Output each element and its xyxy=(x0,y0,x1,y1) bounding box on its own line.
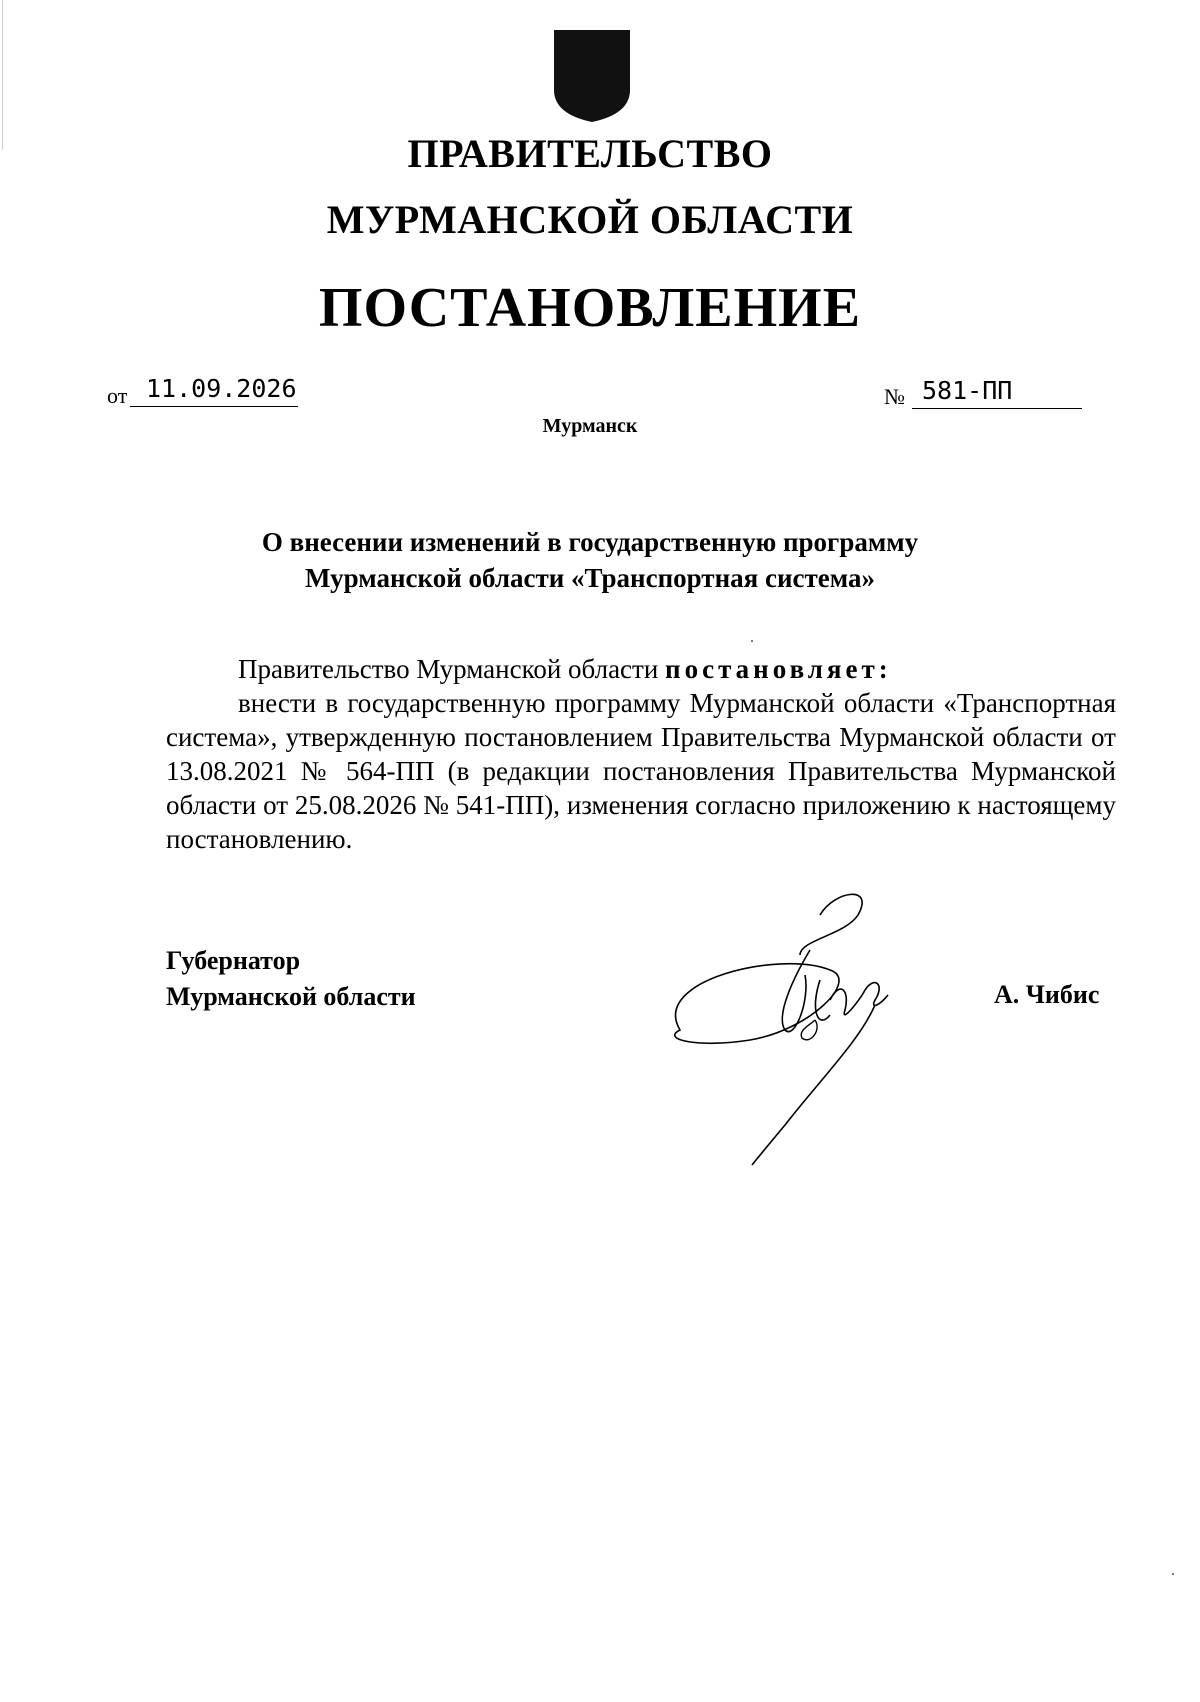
coat-of-arms-icon xyxy=(552,28,632,124)
handwritten-signature xyxy=(660,880,920,1170)
date-prefix: от xyxy=(107,383,128,408)
document-subject xyxy=(0,524,1180,596)
body-intro-paragraph xyxy=(166,652,1116,686)
signatory-position-line2: Мурманской области xyxy=(166,982,416,1011)
subject-line2: Мурманской области «Транспортная система» xyxy=(305,563,875,593)
scan-edge-line xyxy=(2,0,3,150)
scan-speck xyxy=(1172,1573,1174,1575)
body-intro-text: Правительство Мурманской области xyxy=(238,654,659,684)
signatory-position-line1: Губернатор xyxy=(166,946,301,975)
number-prefix: № xyxy=(884,384,905,409)
signatory-name: А. Чибис xyxy=(994,980,1100,1009)
signatory-position xyxy=(166,943,416,1015)
body-main-paragraph: внести в государственную программу Мурманской области «Транспортная система», утвержденную постановлением Правительства Мурманской области от 13.08.2021 № 564-ПП (в редакции постановления Правительства Мурманской области от 25.08.2026 № 541-ПП), изменения согласно приложению к настоящему постановлению. xyxy=(166,688,1116,854)
organization-name-line2: МУРМАНСКОЙ ОБЛАСТИ xyxy=(326,197,854,242)
city-name: Мурманск xyxy=(542,415,638,437)
subject-line1: О внесении изменений в государственную программу xyxy=(261,527,919,557)
scan-speck xyxy=(751,640,753,642)
document-number: 581-ПП xyxy=(922,376,1013,405)
document-date: 11.09.2026 xyxy=(146,374,297,403)
body-intro-keyword: постановляет: xyxy=(665,654,892,684)
document-body xyxy=(166,652,1116,856)
document-type-title: ПОСТАНОВЛЕНИЕ xyxy=(318,277,862,339)
organization-name-line1: ПРАВИТЕЛЬСТВО xyxy=(407,131,773,176)
